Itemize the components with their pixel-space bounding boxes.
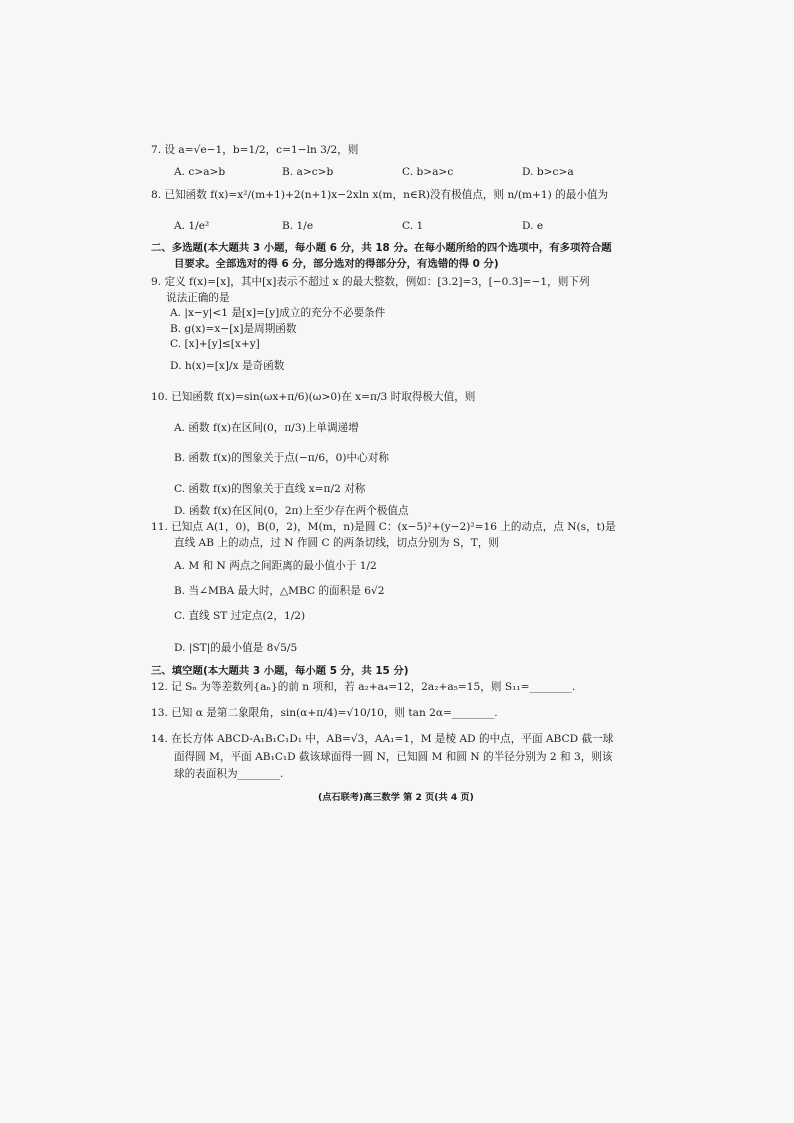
question-10-stem: 10. 已知函数 f(x)=sin(ωx+π/6)(ω>0)在 x=π/3 时取得极大值，则 (151, 391, 476, 403)
question-8-option-d: D. e (522, 220, 544, 232)
question-10-option-c: C. 函数 f(x)的图象关于直线 x=π/2 对称 (174, 483, 366, 495)
section-2-title-line-2: 目要求。全部选对的得 6 分，部分选对的得部分分，有选错的得 0 分) (174, 258, 499, 270)
question-11-stem-line-1: 11. 已知点 A(1，0)，B(0，2)，M(m，n)是圆 C：(x−5)²+(y−2)²=16 上的动点，点 N(s，t)是 (151, 521, 616, 533)
question-7-option-c: C. b>a>c (402, 166, 454, 178)
question-8-option-c: C. 1 (402, 220, 424, 232)
question-11-option-c: C. 直线 ST 过定点(2，1/2) (174, 610, 306, 622)
question-11-option-d: D. |ST|的最小值是 8√5/5 (174, 642, 298, 654)
question-7-stem: 7. 设 a=√e−1，b=1/2，c=1−ln 3/2，则 (151, 144, 359, 156)
question-14-stem-line-2: 面得圆 M，平面 AB₁C₁D 截该球面得一圆 N，已知圆 M 和圆 N 的半径分别为 2 和 3，则该 (174, 751, 613, 763)
question-7-option-d: D. b>c>a (522, 166, 574, 178)
question-7-option-a: A. c>a>b (174, 166, 226, 178)
question-7-option-b: B. a>c>b (282, 166, 334, 178)
question-14-stem-line-1: 14. 在长方体 ABCD-A₁B₁C₁D₁ 中，AB=√3，AA₁=1，M 是棱 AD 的中点，平面 ABCD 截一球 (151, 733, 614, 745)
question-10-option-b: B. 函数 f(x)的图象关于点(−π/6，0)中心对称 (174, 452, 389, 464)
question-8-stem: 8. 已知函数 f(x)=x²/(m+1)+2(n+1)x−2xln x(m，n∈R)没有极值点，则 n/(m+1) 的最小值为 (151, 189, 609, 201)
question-9-stem-line-1: 9. 定义 f(x)=[x]，其中[x]表示不超过 x 的最大整数，例如：[3.2]=3，[−0.3]=−1，则下列 (151, 276, 590, 288)
question-9-stem-line-2: 说法正确的是 (166, 292, 230, 304)
question-8-option-b: B. 1/e (282, 220, 314, 232)
question-12-stem: 12. 记 Sₙ 为等差数列{aₙ}的前 n 项和，若 a₂+a₄=12，2a₂+a₅=15，则 S₁₁=________. (151, 681, 576, 693)
question-14-stem-line-3: 球的表面积为________. (174, 768, 284, 780)
question-9-option-b: B. g(x)=x−[x]是周期函数 (170, 323, 297, 335)
question-13-stem: 13. 已知 α 是第二象限角，sin(α+π/4)=√10/10，则 tan 2α=________. (151, 707, 498, 719)
question-9-option-c: C. [x]+[y]≤[x+y] (170, 338, 260, 350)
question-10-option-a: A. 函数 f(x)在区间(0，π/3)上单调递增 (174, 422, 359, 434)
question-10-option-d: D. 函数 f(x)在区间(0，2π)上至少存在两个极值点 (174, 505, 409, 517)
page-footer: (点石联考)高三数学 第 2 页(共 4 页) (318, 792, 474, 803)
question-11-option-b: B. 当∠MBA 最大时，△MBC 的面积是 6√2 (174, 585, 385, 597)
section-2-title-line-1: 二、多选题(本大题共 3 小题，每小题 6 分，共 18 分。在每小题所给的四个选项中，有多项符合题 (151, 242, 612, 254)
question-11-option-a: A. M 和 N 两点之间距离的最小值小于 1/2 (174, 560, 377, 572)
question-9-option-a: A. |x−y|<1 是[x]=[y]成立的充分不必要条件 (170, 307, 386, 319)
question-9-option-d: D. h(x)=[x]/x 是奇函数 (170, 360, 285, 372)
question-11-stem-line-2: 直线 AB 上的动点，过 N 作圆 C 的两条切线，切点分别为 S，T，则 (174, 537, 499, 549)
section-3-title: 三、填空题(本大题共 3 小题，每小题 5 分，共 15 分) (151, 665, 409, 677)
question-8-option-a: A. 1/e² (174, 220, 210, 232)
